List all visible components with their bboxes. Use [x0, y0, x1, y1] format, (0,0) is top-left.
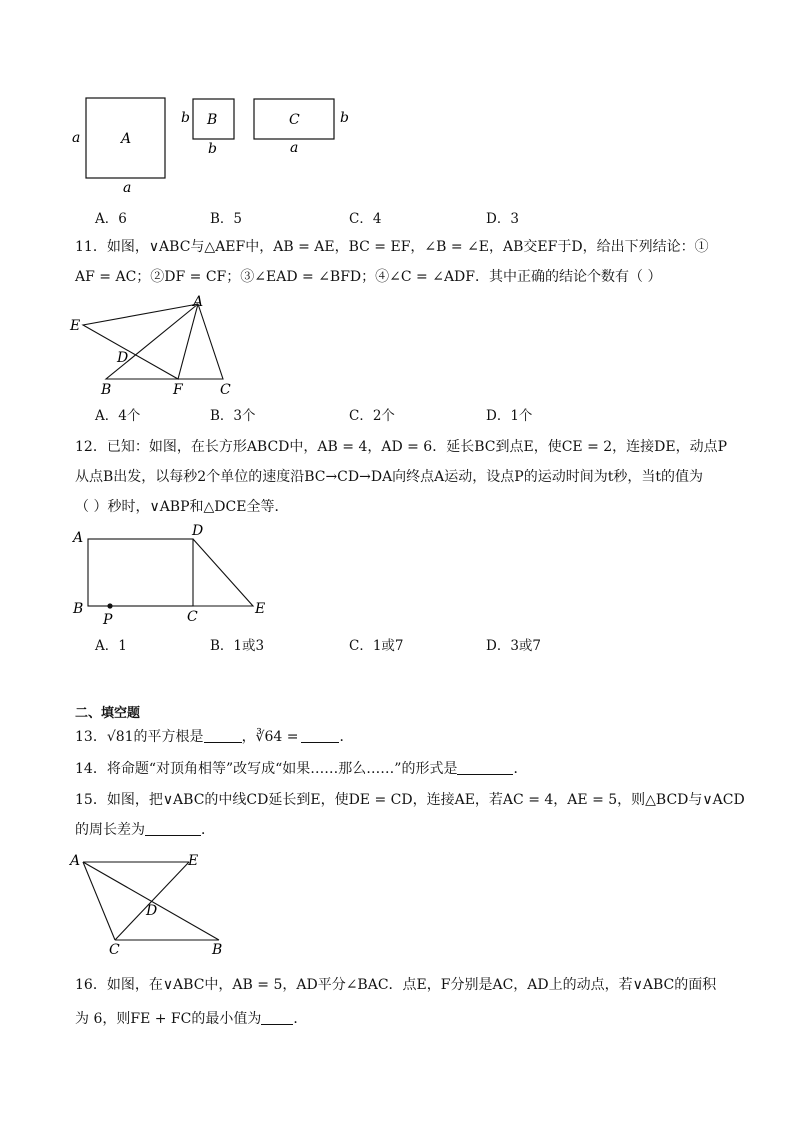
q13-text-3: ． — [339, 729, 354, 745]
q12-option-c: C．1或7 — [349, 638, 404, 654]
figure-q15-triangle — [65, 848, 245, 960]
label-E: E — [255, 601, 266, 617]
label-E: E — [70, 318, 81, 334]
q16-text-line1: 16．如图，在∨ABC中，AB = 5，AD平分∠BAC．点E，F分别是AC，AD上的动点，若∨ABC的面积 — [75, 977, 717, 993]
q13-blank-1[interactable] — [204, 730, 242, 743]
label-D: D — [117, 350, 129, 366]
label-C: C — [220, 382, 231, 398]
q11-option-c: C．2个 — [349, 408, 395, 424]
label-a-C-bottom: a — [290, 140, 299, 156]
q13-line — [75, 728, 353, 746]
q10-option-d: D．3 — [486, 211, 519, 227]
label-B: B — [212, 942, 223, 958]
q15-text-line1: 15．如图，把∨ABC的中线CD延长到E，使DE = CD，连接AE，若AC = 4，AE = 5，则△BCD与∨ACD — [75, 792, 745, 808]
segment-CE — [115, 862, 189, 940]
q10-option-b: B．5 — [210, 211, 243, 227]
label-A: A — [121, 131, 132, 147]
q14-line — [75, 760, 527, 778]
q14-text-1: 14．将命题“对顶角相等”改写成“如果……那么……”的形式是 — [75, 761, 458, 777]
q12-option-b: B．1或3 — [210, 638, 265, 654]
q11-text-line2: AF = AC；②DF = CF；③∠EAD = ∠BFD；④∠C = ∠ADF．其中正确的结论个数有（ ） — [75, 269, 662, 285]
q10-option-a: A．6 — [95, 211, 127, 227]
segment-AB — [83, 862, 219, 940]
q15-text-2b: ． — [201, 822, 215, 838]
q15-text-2a: 的周长差为 — [75, 822, 145, 838]
segment-AC — [83, 862, 115, 940]
label-E: E — [188, 853, 199, 869]
label-B: B — [101, 382, 112, 398]
label-a-left: a — [72, 130, 81, 146]
figure-q10-squares — [60, 90, 360, 200]
q13-text-1: 13．√81的平方根是 — [75, 729, 204, 745]
q12-text-line1: 12．已知：如图，在长方形ABCD中，AB = 4，AD = 6．延长BC到点E，使CE = 2，连接DE，动点P — [75, 439, 728, 455]
triangle-AEF — [83, 304, 198, 379]
section-heading-fill-in: 二、填空题 — [75, 706, 141, 721]
q16-line2 — [75, 1010, 307, 1028]
label-F: F — [173, 382, 183, 398]
q10-option-c: C．4 — [349, 211, 382, 227]
q15-blank[interactable] — [145, 823, 201, 836]
figure-q11-triangles — [65, 292, 245, 398]
point-P — [107, 603, 112, 608]
label-A: A — [193, 294, 204, 310]
label-b-C-right: b — [340, 110, 349, 126]
label-C: C — [289, 112, 300, 128]
label-D: D — [146, 903, 158, 919]
q11-option-b: B．3个 — [210, 408, 256, 424]
label-A: A — [73, 530, 84, 546]
label-b-B-left: b — [181, 110, 190, 126]
triangle-DCE — [193, 539, 253, 606]
label-B: B — [207, 112, 218, 128]
figure-q12-rectangle — [65, 520, 285, 630]
label-C: C — [187, 609, 198, 625]
label-a-bottom: a — [123, 180, 132, 196]
q14-blank[interactable] — [457, 762, 513, 775]
label-C: C — [109, 942, 120, 958]
q12-text-line2: 从点B出发，以每秒2个单位的速度沿BC→CD→DA向终点A运动，设点P的运动时间为t秒，当t的值为 — [75, 469, 703, 485]
triangle-ABC — [106, 304, 223, 379]
label-A: A — [70, 853, 81, 869]
q12-text-line3: （ ）秒时，∨ABP和△DCE全等． — [75, 499, 289, 515]
label-b-B-bottom: b — [208, 141, 217, 157]
q12-option-d: D．3或7 — [486, 638, 542, 654]
q12-option-a: A．1 — [95, 638, 127, 654]
q11-option-d: D．1个 — [486, 408, 533, 424]
rectangle-ABCD — [88, 539, 193, 606]
q16-text-2a: 为 6，则FE + FC的最小值为 — [75, 1011, 262, 1027]
q11-option-a: A．4个 — [95, 408, 141, 424]
q13-blank-2[interactable] — [301, 730, 339, 743]
q11-text-line1: 11．如图，∨ABC与△AEF中，AB = AE，BC = EF，∠B = ∠E，AB交EF于D，给出下列结论：① — [75, 239, 709, 255]
q13-text-2: ，∛64 = — [241, 729, 299, 745]
q15-line2 — [75, 821, 215, 839]
label-P: P — [103, 612, 113, 628]
q16-text-2b: ． — [293, 1011, 308, 1027]
label-D: D — [192, 523, 204, 539]
q14-text-2: ． — [513, 761, 528, 777]
label-B: B — [73, 601, 84, 617]
q16-blank[interactable] — [261, 1012, 293, 1025]
